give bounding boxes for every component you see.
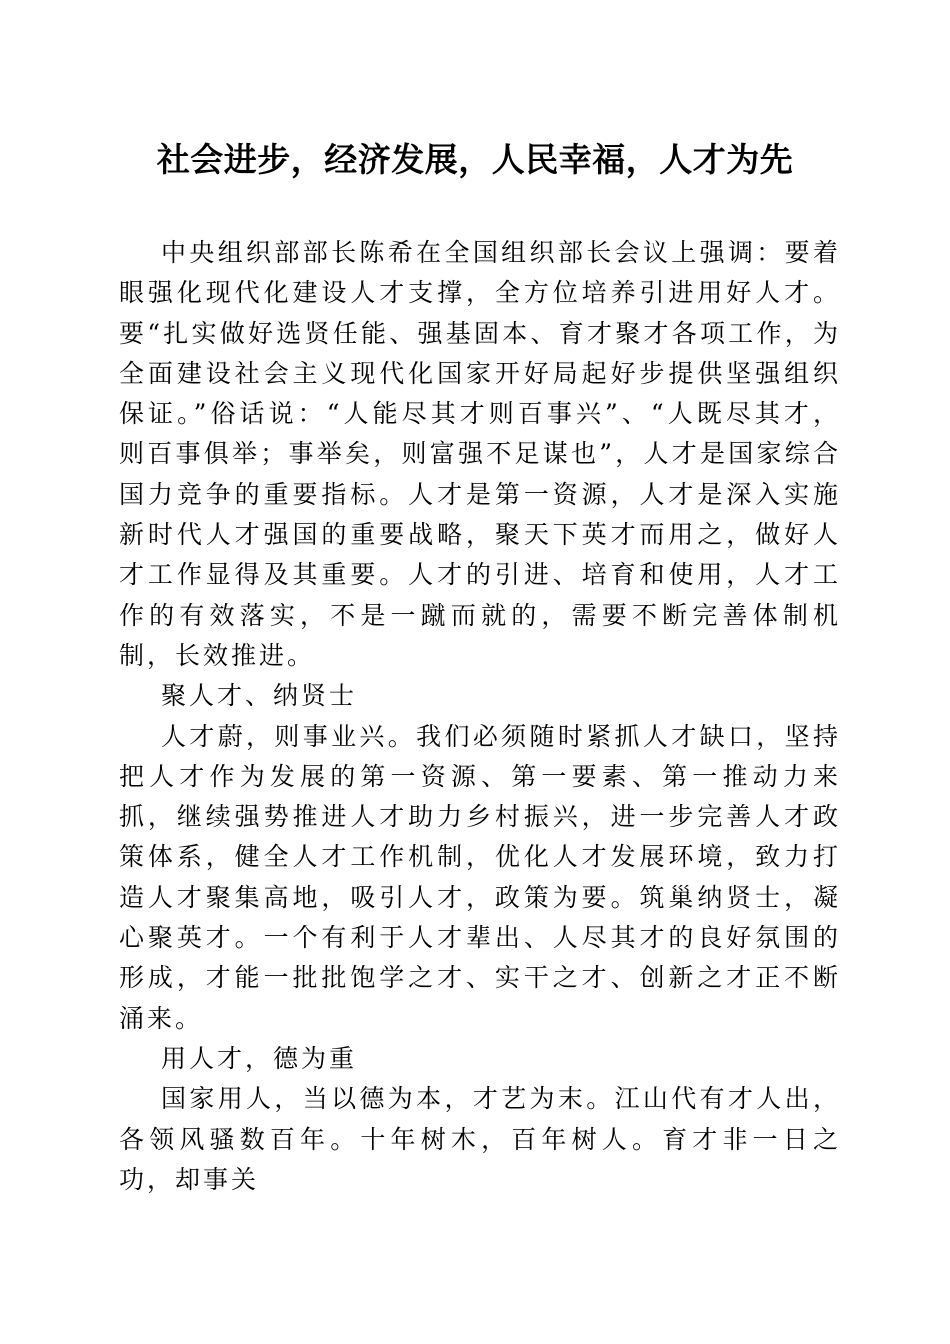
document-title: 社会进步，经济发展，人民幸福，人才为先 bbox=[156, 140, 794, 179]
paragraph-gather-talent: 人才蔚，则事业兴。我们必须随时紧抓人才缺口，坚持把人才作为发展的第一资源、第一要素、第一推动力来抓，继续强势推进人才助力乡村振兴，进一步完善人才政策体系，健全人才工作机制，优化人才发展环境，致力打造人才聚集高地，吸引人才，政策为要。筑巢纳贤士，凝心聚英才。一个有利于人才辈出、人尽其才的良好氛围的形成，才能一批批饱学之才、实干之才、创新之才正不断涌来。 bbox=[119, 721, 841, 1033]
paragraph-use-talent: 国家用人，当以德为本，才艺为末。江山代有才人出，各领风骚数百年。十年树木，百年树人。育才非一日之功，却事关 bbox=[119, 1084, 841, 1194]
section-heading-use-talent: 用人才，德为重 bbox=[161, 1043, 358, 1073]
section-heading-gather-talent: 聚人才、纳贤士 bbox=[161, 681, 358, 711]
paragraph-intro: 中央组织部部长陈希在全国组织部长会议上强调：要着眼强化现代化建设人才支撑，全方位培养引进用好人才。要“扎实做好选贤任能、强基固本、育才聚才各项工作，为全面建设社会主义现代化国家开好局起好步提供坚强组织保证。”俗话说：“人能尽其才则百事兴”、“人既尽其才，则百事俱举；事举矣，则富强不足谋也”，人才是国家综合国力竞争的重要指标。人才是第一资源，人才是深入实施新时代人才强国的重要战略，聚天下英才而用之，做好人才工作显得及其重要。人才的引进、培育和使用，人才工作的有效落实，不是一蹴而就的，需要不断完善体制机制，长效推进。 bbox=[119, 238, 841, 670]
document-body bbox=[119, 233, 841, 1200]
